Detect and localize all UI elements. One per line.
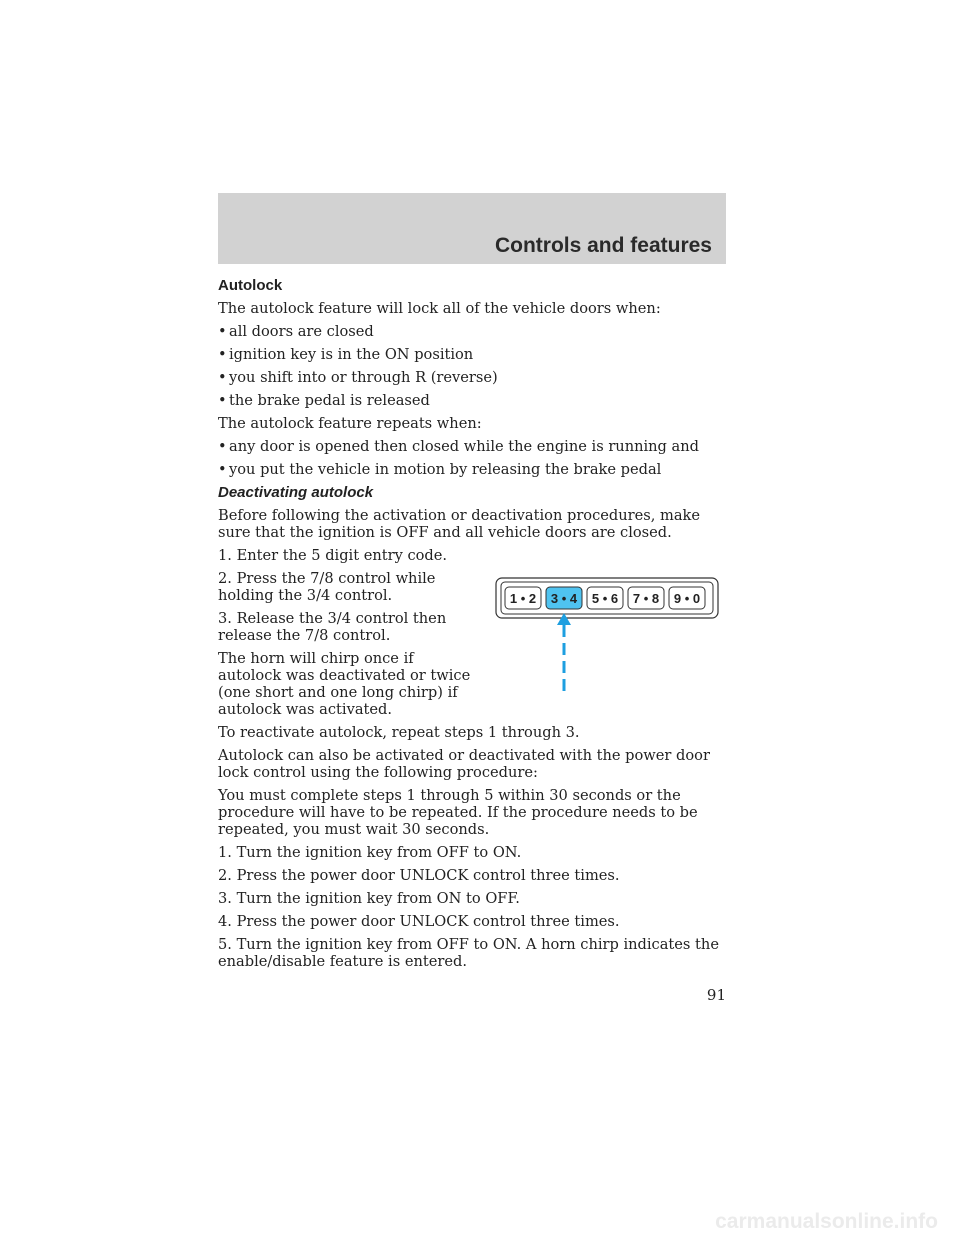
power-step-2: 2. Press the power door UNLOCK control three times. [218,867,620,884]
step-1: 1. Enter the 5 digit entry code. [218,547,448,564]
bullet-icon: • [218,346,227,363]
section-header-band [218,193,726,264]
autolock-intro: The autolock feature will lock all of the vehicle doors when: [218,300,661,317]
horn-note: The horn will chirp once if autolock was deactivated or twice (one short and one long chirp) if autolock was activated. [218,650,471,718]
arrow-up-icon [557,613,571,625]
keypad-button-9-0 [669,587,705,609]
deactivating-heading: Deactivating autolock [218,484,374,501]
power-step-3: 3. Turn the ignition key from ON to OFF. [218,890,520,907]
list-item: • all doors are closed [218,323,374,340]
bullet-icon: • [218,369,227,386]
section-title: Controls and features [494,234,712,257]
svg-text:7 • 8: 7 • 8 [632,591,660,606]
svg-text:9 • 0: 9 • 0 [673,591,701,606]
keypad-button-7-8 [628,587,664,609]
keypad-button-1-2 [505,587,541,609]
list-item: • you put the vehicle in motion by releasing the brake pedal [218,461,662,478]
autolock-conditions-list [218,323,728,409]
reactivate-note: To reactivate autolock, repeat steps 1 through 3. [218,724,580,741]
power-lock-intro: Autolock can also be activated or deactivated with the power door lock control using the following procedure: [218,747,710,781]
keypad-button-3-4 [546,587,582,609]
repeat-intro: The autolock feature repeats when: [218,415,482,432]
deactivating-intro: Before following the activation or deactivation procedures, make sure that the ignition is OFF and all vehicle doors are closed. [218,507,701,541]
step-3: 3. Release the 3/4 control then release the 7/8 control. [218,610,447,644]
power-step-1: 1. Turn the ignition key from OFF to ON. [218,844,522,861]
bullet-icon: • [218,438,227,455]
bullet-icon: • [218,323,227,340]
list-item: • you shift into or through R (reverse) [218,369,498,386]
page-number: 91 [706,986,726,1004]
repeat-conditions-list [218,438,728,478]
power-step-5: 5. Turn the ignition key from OFF to ON. A horn chirp indicates the enable/disable feature is entered. [218,936,719,970]
svg-text:1 • 2: 1 • 2 [509,591,537,606]
list-item: • ignition key is in the ON position [218,346,474,363]
power-step-4: 4. Press the power door UNLOCK control three times. [218,913,620,930]
svg-text:5 • 6: 5 • 6 [591,591,619,606]
list-item: • any door is opened then closed while the engine is running and [218,438,699,455]
svg-text:3 • 4: 3 • 4 [550,591,578,606]
keypad-button-5-6 [587,587,623,609]
watermark: carmanualsonline.info [715,1210,938,1233]
time-note: You must complete steps 1 through 5 within 30 seconds or the procedure will have to be repeated. If the procedure needs to be repeated, you must wait 30 seconds. [218,787,698,838]
bullet-icon: • [218,461,227,478]
bullet-icon: • [218,392,227,409]
step-2: 2. Press the 7/8 control while holding the 3/4 control. [218,570,436,604]
list-item: • the brake pedal is released [218,392,430,409]
autolock-heading: Autolock [218,277,283,294]
keypad-illustration [495,577,719,697]
